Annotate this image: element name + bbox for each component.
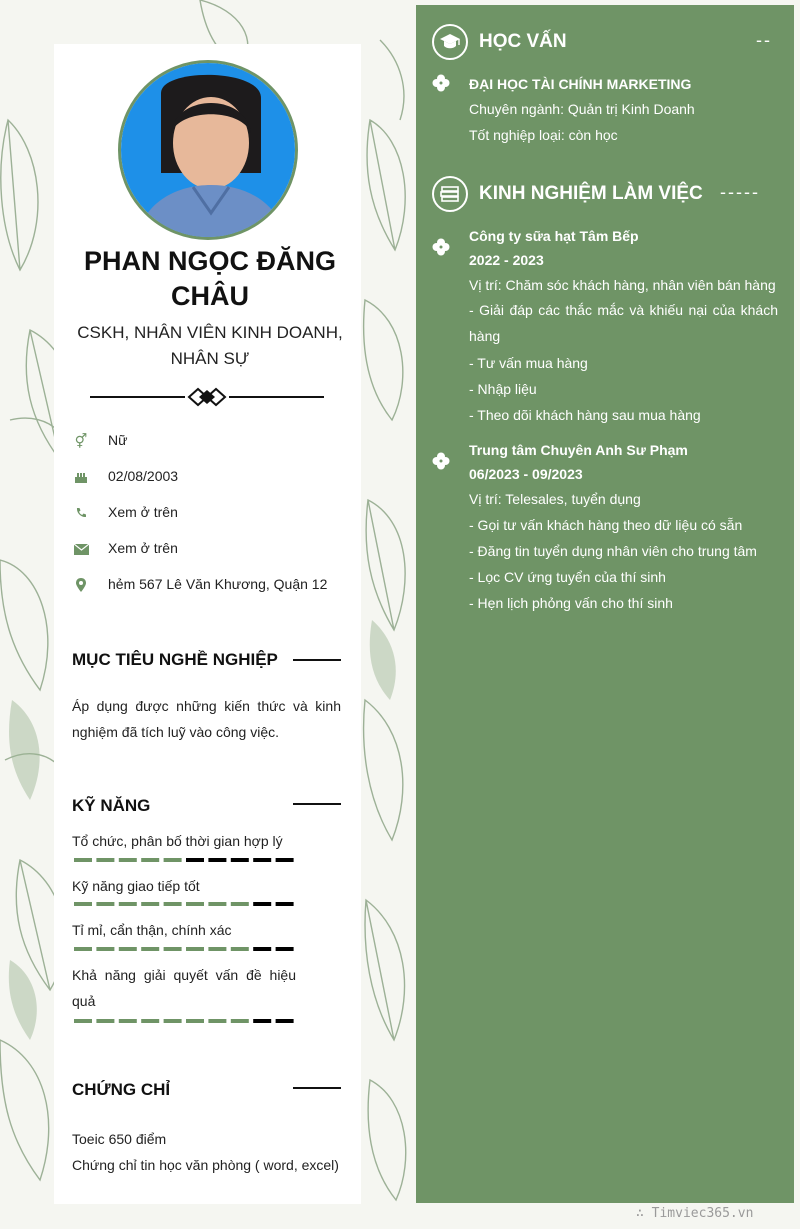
skill-segment-filled xyxy=(96,858,114,862)
certificate-item: Chứng chỉ tin học văn phòng ( word, excel) xyxy=(72,1157,339,1173)
skill-segment-filled xyxy=(74,947,92,951)
info-birthday xyxy=(72,466,179,488)
skill-segment-empty xyxy=(276,858,294,862)
skill-segment-empty xyxy=(253,1019,271,1023)
job-task: - Đăng tin tuyển dụng nhân viên cho trung tâm xyxy=(469,543,757,559)
skill-segment-filled xyxy=(208,902,226,906)
skill-segment-empty xyxy=(253,858,271,862)
job-task: - Hẹn lịch phỏng vấn cho thí sinh xyxy=(469,595,673,611)
gender-icon: ⚥ xyxy=(74,432,88,449)
skill-segment-empty xyxy=(186,858,204,862)
skill-level-bar xyxy=(74,947,296,951)
skill-segment-filled xyxy=(141,947,159,951)
avatar-photo xyxy=(121,63,298,240)
clover-bullet-icon xyxy=(432,452,450,470)
school-name: ĐẠI HỌC TÀI CHÍNH MARKETING xyxy=(469,76,692,92)
objective-heading-line xyxy=(293,659,341,661)
job-task: - Giải đáp các thắc mắc và khiếu nại của khách hàng xyxy=(469,302,778,344)
skill-name: Tỉ mỉ, cẩn thận, chính xác xyxy=(72,922,232,938)
job-period: 2022 - 2023 xyxy=(469,252,544,268)
experience-heading: KINH NGHIỆM LÀM VIỆC xyxy=(479,183,703,204)
company-name: Trung tâm Chuyên Anh Sư Phạm xyxy=(469,442,688,458)
job-title: CSKH, NHÂN VIÊN KINH DOANH, NHÂN SỰ xyxy=(77,323,343,368)
info-address xyxy=(72,574,328,596)
objective-text: Áp dụng được những kiến thức và kinh nghiệm đã tích luỹ vào công việc. xyxy=(72,698,341,740)
certificate-item: Toeic 650 điểm xyxy=(72,1131,167,1147)
info-gender xyxy=(72,430,128,452)
skill-segment-empty xyxy=(276,1019,294,1023)
job-position: Vị trí: Chăm sóc khách hàng, nhân viên bán hàng xyxy=(469,277,776,293)
skill-segment-empty xyxy=(231,858,249,862)
skill-segment-filled xyxy=(164,947,182,951)
skill-segment-filled xyxy=(186,1019,204,1023)
job-position: Vị trí: Telesales, tuyển dụng xyxy=(469,491,641,507)
skill-level-bar xyxy=(74,1019,296,1023)
skills-heading-line xyxy=(293,803,341,805)
skill-segment-empty xyxy=(253,947,271,951)
job-task: - Nhập liệu xyxy=(469,381,537,397)
clover-bullet-icon xyxy=(432,74,450,92)
avatar xyxy=(118,60,298,240)
phone-icon xyxy=(72,504,90,522)
skill-segment-filled xyxy=(119,947,137,951)
skill-name: Tổ chức, phân bố thời gian hợp lý xyxy=(72,833,283,849)
skill-segment-empty xyxy=(276,902,294,906)
address-text: hẻm 567 Lê Văn Khương, Quận 12 xyxy=(108,576,328,592)
birthday-text: 02/08/2003 xyxy=(108,468,179,484)
job-task: - Tư vấn mua hàng xyxy=(469,355,588,371)
skill-segment-filled xyxy=(119,1019,137,1023)
watermark-text: ∴ Timviec365.vn xyxy=(636,1206,754,1221)
envelope-icon xyxy=(72,540,90,558)
skill-segment-filled xyxy=(96,1019,114,1023)
skill-segment-filled xyxy=(119,902,137,906)
education-heading: HỌC VẤN xyxy=(479,31,567,52)
skill-segment-filled xyxy=(119,858,137,862)
skill-segment-empty xyxy=(253,902,271,906)
ornament-divider xyxy=(90,386,324,408)
skill-segment-filled xyxy=(74,1019,92,1023)
certificates-heading-line xyxy=(293,1087,341,1089)
birthday-cake-icon xyxy=(72,468,90,486)
job-task: - Lọc CV ứng tuyển của thí sinh xyxy=(469,569,666,585)
skill-level-bar xyxy=(74,858,296,862)
skill-segment-filled xyxy=(96,902,114,906)
skill-segment-filled xyxy=(74,902,92,906)
skill-segment-empty xyxy=(208,858,226,862)
skill-segment-filled xyxy=(208,947,226,951)
gender-text: Nữ xyxy=(108,432,128,448)
certificates-heading: CHỨNG CHỈ xyxy=(72,1080,171,1099)
skill-segment-filled xyxy=(231,1019,249,1023)
education-graduation: Tốt nghiệp loại: còn học xyxy=(469,127,618,143)
phone-text[interactable]: Xem ở trên xyxy=(108,504,178,520)
education-heading-dashes: -- xyxy=(756,30,772,50)
info-email[interactable] xyxy=(72,538,178,560)
skill-segment-filled xyxy=(186,902,204,906)
skill-segment-filled xyxy=(96,947,114,951)
skill-segment-filled xyxy=(186,947,204,951)
skill-segment-filled xyxy=(141,1019,159,1023)
skill-name: Khả năng giải quyết vấn đề hiệu quả xyxy=(72,967,296,1009)
skill-segment-filled xyxy=(141,858,159,862)
location-pin-icon xyxy=(72,576,90,594)
job-period: 06/2023 - 09/2023 xyxy=(469,466,583,482)
skill-segment-filled xyxy=(231,947,249,951)
candidate-name: PHAN NGỌC ĐĂNG CHÂU xyxy=(83,246,336,311)
company-name: Công ty sữa hạt Tâm Bếp xyxy=(469,228,639,244)
job-task: - Gọi tư vấn khách hàng theo dữ liệu có sẵn xyxy=(469,517,743,533)
books-icon xyxy=(432,176,468,212)
experience-heading-dashes: ----- xyxy=(720,182,760,202)
job-task: - Theo dõi khách hàng sau mua hàng xyxy=(469,407,701,423)
skill-segment-filled xyxy=(74,858,92,862)
skill-segment-filled xyxy=(164,902,182,906)
skill-segment-filled xyxy=(141,902,159,906)
info-phone[interactable] xyxy=(72,502,178,524)
skill-segment-filled xyxy=(164,1019,182,1023)
skills-heading: KỸ NĂNG xyxy=(72,796,151,815)
skill-name: Kỹ năng giao tiếp tốt xyxy=(72,878,200,894)
skill-segment-filled xyxy=(208,1019,226,1023)
graduation-cap-icon xyxy=(432,24,468,60)
skill-segment-empty xyxy=(276,947,294,951)
education-major: Chuyên ngành: Quản trị Kinh Doanh xyxy=(469,101,695,117)
skill-level-bar xyxy=(74,902,296,906)
skill-segment-filled xyxy=(231,902,249,906)
skill-segment-filled xyxy=(164,858,182,862)
objective-heading: MỤC TIÊU NGHỀ NGHIỆP xyxy=(72,650,278,669)
email-text[interactable]: Xem ở trên xyxy=(108,540,178,556)
clover-bullet-icon xyxy=(432,238,450,256)
